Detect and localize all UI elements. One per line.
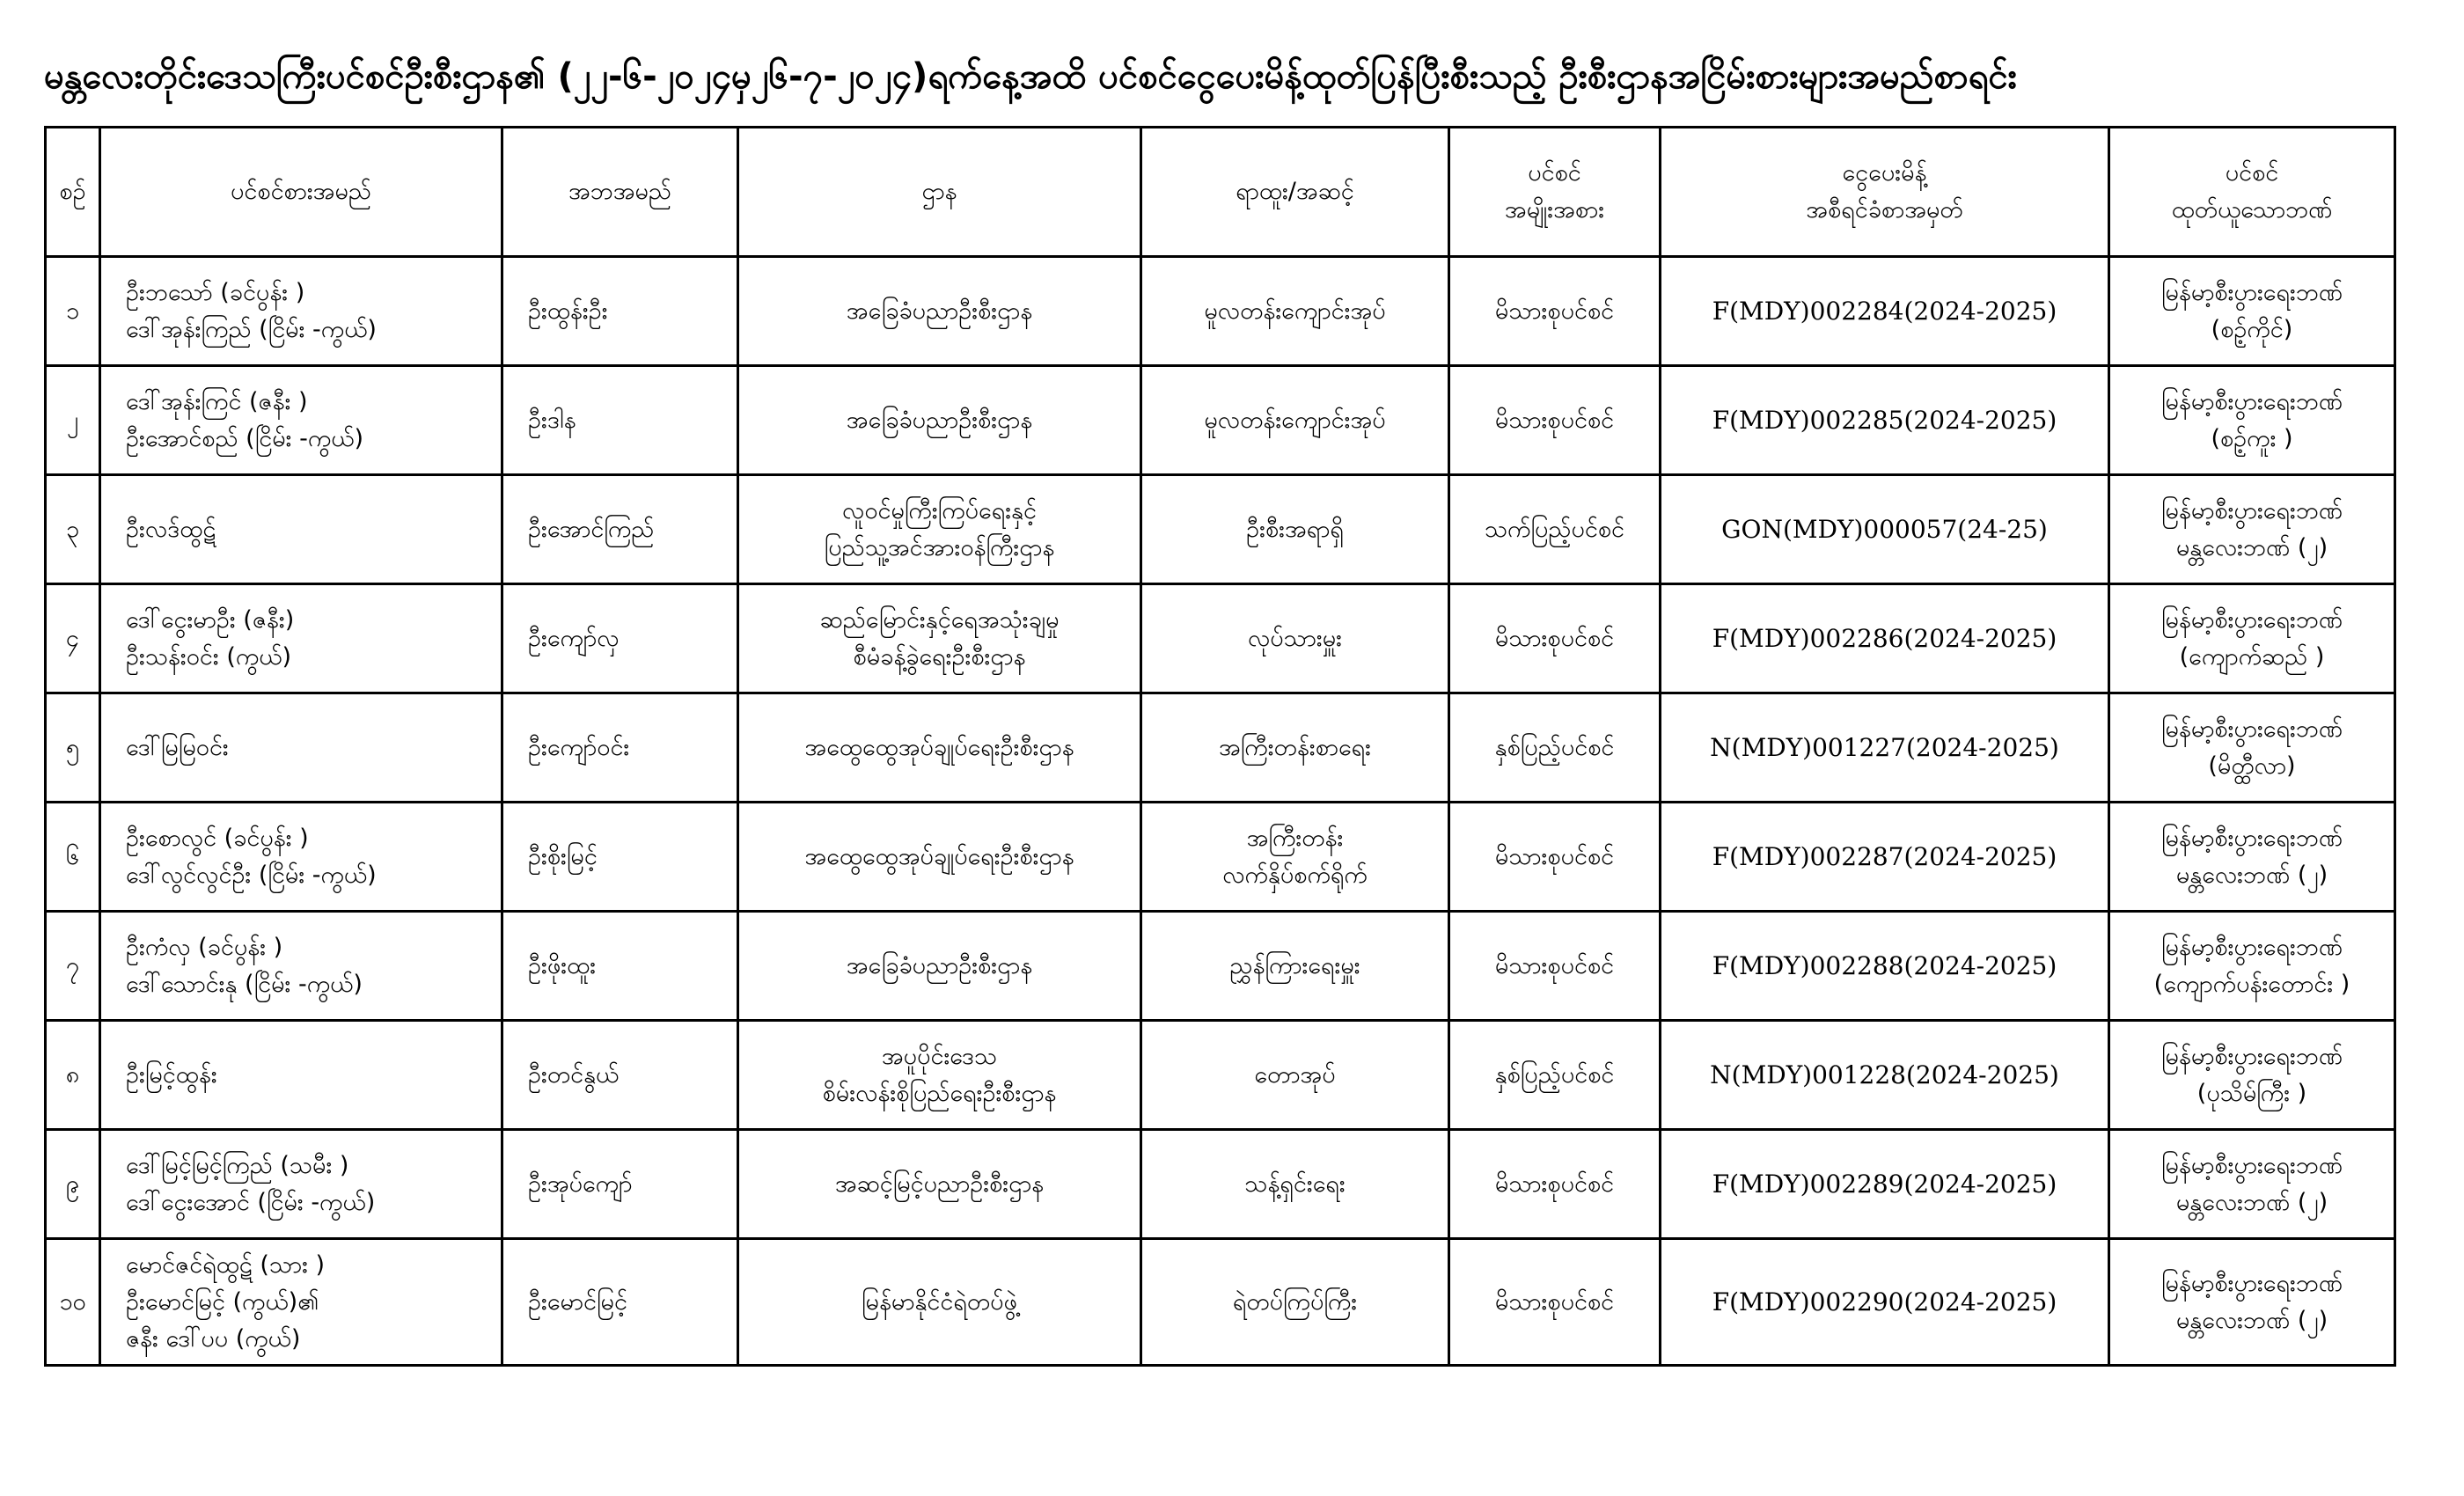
header-father: အဘအမည် [502,128,738,257]
pensioner-name [100,1021,502,1130]
pensioner-name [100,803,502,912]
row-number [46,803,100,912]
pension-type-text: နှစ်ပြည့်ပင်စင် [1494,733,1615,761]
department-line-1: အထွေထွေအုပ်ချုပ်ရေးဦးစီးဌာန [804,733,1074,761]
father-name [502,1021,738,1130]
row-number [46,475,100,584]
header-pensioner: ပင်စင်စားအမည် [100,128,502,257]
payment-order-number [1661,257,2109,366]
bank-line-1: မြန်မာ့စီးပွားရေးဘဏ် [2160,715,2343,743]
pension-type-text: မိသားစုပင်စင် [1494,951,1615,979]
bank [2109,584,2395,693]
bank [2109,1130,2395,1239]
bank-line-2: (မိတ္ထီလာ) [2208,752,2296,780]
row-number-text: ၁ [65,297,80,325]
father-name-text: ဦးမောင်မြင့် [528,1287,627,1316]
pension-type-text: မိသားစုပင်စင် [1494,297,1615,325]
payment-order-number [1661,693,2109,803]
rank-line-1: အကြီးတန်းစာရေး [1218,733,1372,761]
pensioner-name-line-1: ဦးဘသော် (ခင်ပွန်း ) [126,278,305,306]
father-name [502,693,738,803]
payment-order-text: F(MDY)002287(2024-2025) [1712,841,2057,871]
pensioner-name-line-1: ဦးလဒ်ထွဋ် [126,515,216,543]
department-line-1: အခြေခံပညာဦးစီးဌာန [846,951,1033,979]
rank-line-1: ညွှန်ကြားရေးမှူး [1229,951,1360,979]
pensioner-name-line-1: မောင်ဇင်ရဲထွဋ် (သား ) [126,1250,326,1279]
father-name [502,257,738,366]
payment-order-number [1661,1239,2109,1366]
department-line-1: လူဝင်မှုကြီးကြပ်ရေးနှင့် [842,496,1037,524]
rank-line-1: မူလတန်းကျောင်းအုပ် [1204,406,1386,434]
payment-order-text: F(MDY)002288(2024-2025) [1712,950,2057,980]
bank-line-2: မန္တလေးဘဏ် (၂) [2175,533,2328,561]
payment-order-text: F(MDY)002285(2024-2025) [1712,405,2057,435]
payment-order-number [1661,584,2109,693]
pensioner-name [100,475,502,584]
pensioner-name-line-1: ဦးကံလှ (ခင်ပွန်း ) [126,933,283,961]
header-department: ဌာန [738,128,1141,257]
department [738,1239,1141,1366]
pensioner-name-line-1: ဦးစောလွင် (ခင်ပွန်း ) [126,824,309,852]
table-header-row [46,128,2395,257]
pension-type [1449,584,1661,693]
pensioner-name [100,257,502,366]
pensioner-name-line-2: ဦးအောင်စည် (ငြိမ်း -ကွယ်) [126,424,363,452]
bank-line-1: မြန်မာ့စီးပွားရေးဘဏ် [2160,496,2343,524]
bank-line-2: မန္တလေးဘဏ် (၂) [2175,1188,2328,1216]
pension-type [1449,912,1661,1021]
payment-order-number [1661,475,2109,584]
bank-line-1: မြန်မာ့စီးပွားရေးဘဏ် [2160,1269,2343,1297]
pensioner-name-line-1: ဒေါ်အုန်းကြင် (ဇနီး ) [126,387,308,415]
pensioner-name [100,693,502,803]
row-number [46,912,100,1021]
row-number-text: ၉ [65,1170,80,1198]
payment-order-number [1661,912,2109,1021]
table-row [46,366,2395,475]
pension-type-text: နှစ်ပြည့်ပင်စင် [1494,1060,1615,1089]
bank [2109,257,2395,366]
department-line-1: အဆင့်မြင့်ပညာဦးစီးဌာန [834,1170,1045,1198]
pension-type [1449,1130,1661,1239]
rank-line-1: ဦးစီးအရာရှိ [1246,515,1344,543]
bank [2109,475,2395,584]
rank-line-2: လက်နှိပ်စက်ရိုက် [1222,861,1368,889]
pension-type [1449,1239,1661,1366]
rank-line-1: မူလတန်းကျောင်းအုပ် [1204,297,1386,325]
pension-type [1449,693,1661,803]
pension-type [1449,803,1661,912]
bank-line-2: (စဉ့်ကူး ) [2211,424,2293,452]
header-payment-order-line-2: အစီရင်ခံစာအမှတ် [1806,196,1963,224]
rank-line-1: ရဲတပ်ကြပ်ကြီး [1232,1287,1358,1316]
pensioner-name-line-2: ဦးသန်းဝင်း (ကွယ်) [126,642,292,671]
department [738,912,1141,1021]
bank [2109,912,2395,1021]
pensioner-name-line-1: ဒေါ်မြမြဝင်း [126,733,229,761]
pensioner-name-line-1: ဒေါ်ငွေးမာဦး (ဇနီး) [126,605,295,634]
row-number [46,257,100,366]
department [738,803,1141,912]
rank [1141,257,1449,366]
pension-type-text: သက်ပြည့်ပင်စင် [1484,515,1625,543]
pensioner-name [100,366,502,475]
pension-type-text: မိသားစုပင်စင် [1494,624,1615,652]
father-name-text: ဦးအောင်ကြည် [528,515,655,543]
header-bank-line-2: ထုတ်ယူသောဘဏ် [2171,196,2333,224]
rank [1141,912,1449,1021]
payment-order-text: F(MDY)002284(2024-2025) [1712,296,2057,326]
bank-line-1: မြန်မာ့စီးပွားရေးဘဏ် [2160,278,2343,306]
pension-type [1449,257,1661,366]
header-pension-type-line-1: ပင်စင် [1528,159,1581,187]
father-name [502,912,738,1021]
row-number [46,366,100,475]
table-row [46,475,2395,584]
bank-line-1: မြန်မာ့စီးပွားရေးဘဏ် [2160,605,2343,634]
bank-line-2: မန္တလေးဘဏ် (၂) [2175,1306,2328,1334]
table-row [46,693,2395,803]
payment-order-number [1661,1021,2109,1130]
bank [2109,803,2395,912]
pension-table [44,126,2396,1367]
table-row [46,1021,2395,1130]
pensioner-name-line-1: ဒေါ်မြင့်မြင့်ကြည် (သမီး ) [126,1151,349,1179]
header-rank: ရာထူး/အဆင့် [1141,128,1449,257]
table-row [46,257,2395,366]
payment-order-number [1661,803,2109,912]
father-name [502,366,738,475]
pensioner-name [100,912,502,1021]
payment-order-text: F(MDY)002290(2024-2025) [1712,1287,2057,1316]
rank-line-1: တောအုပ် [1254,1060,1336,1089]
row-number-text: ၇ [65,951,80,979]
pensioner-name-line-1: ဦးမြင့်ထွန်း [126,1060,217,1089]
header-payment-order [1661,128,2109,257]
row-number-text: ၁၀ [59,1287,86,1316]
pensioner-name-line-2: ဦးမောင်မြင့် (ကွယ်)၏ [126,1287,319,1316]
payment-order-text: N(MDY)001227(2024-2025) [1710,732,2059,762]
header-no: စဉ် [46,128,100,257]
pension-type-text: မိသားစုပင်စင် [1494,406,1615,434]
father-name-text: ဦးကျော်ဝင်း [528,733,630,761]
bank-line-2: (စဉ့်ကိုင်) [2211,315,2293,343]
rank [1141,475,1449,584]
row-number [46,1130,100,1239]
pension-type [1449,475,1661,584]
father-name [502,1130,738,1239]
pension-type-text: မိသားစုပင်စင် [1494,1170,1615,1198]
father-name-text: ဦးထွန်းဦး [528,297,608,325]
pension-type [1449,1021,1661,1130]
table-row [46,912,2395,1021]
bank-line-2: မန္တလေးဘဏ် (၂) [2175,861,2328,889]
department-line-1: အခြေခံပညာဦးစီးဌာန [846,406,1033,434]
pensioner-name-line-2: ဒေါ်သောင်းနု (ငြိမ်း -ကွယ်) [126,970,363,998]
bank [2109,1021,2395,1130]
table-body [46,257,2395,1366]
bank-line-2: (ကျောက်ဆည် ) [2179,642,2325,671]
department-line-1: အခြေခံပညာဦးစီးဌာန [846,297,1033,325]
bank-line-1: မြန်မာ့စီးပွားရေးဘဏ် [2160,824,2343,852]
pensioner-name-line-2: ဒေါ်အုန်းကြည် (ငြိမ်း -ကွယ်) [126,315,377,343]
page-title: မန္တလေးတိုင်းဒေသကြီးပင်စင်ဦးစီးဌာန၏ (၂၂-၆-၂၀၂၄မှ၂၆-၇-၂၀၂၄)ရက်နေ့အထိ ပင်စင်ငွေပေးမိန့်ထုတ်ပြန်ပြီးစီးသည့် ဦးစီးဌာနအငြိမ်းစားများအမည်စာရင်း [44,56,2017,97]
table-row [46,584,2395,693]
header-pension-type-line-2: အမျိုးအစား [1504,196,1605,224]
row-number [46,693,100,803]
department [738,257,1141,366]
header-payment-order-line-1: ငွေပေးမိန့် [1842,159,1927,187]
pensioner-name-line-2: ဒေါ်ငွေးအောင် (ငြိမ်း -ကွယ်) [126,1188,376,1216]
pensioner-name [100,584,502,693]
department [738,475,1141,584]
father-name-text: ဦးစိုးမြင့် [528,842,598,870]
rank [1141,1130,1449,1239]
department-line-1: မြန်မာနိုင်ငံရဲတပ်ဖွဲ့ [862,1287,1017,1316]
department-line-2: စိမ်းလန်းစိုပြည်ရေးဦးစီးဌာန [822,1079,1057,1107]
payment-order-number [1661,1130,2109,1239]
row-number [46,584,100,693]
table-row [46,1130,2395,1239]
father-name [502,475,738,584]
bank-line-1: မြန်မာ့စီးပွားရေးဘဏ် [2160,1151,2343,1179]
pensioner-name [100,1239,502,1366]
bank [2109,366,2395,475]
pensioner-name [100,1130,502,1239]
father-name [502,1239,738,1366]
father-name-text: ဦးတင်နွယ် [528,1060,620,1089]
payment-order-text: F(MDY)002286(2024-2025) [1712,623,2057,653]
department [738,1130,1141,1239]
department [738,1021,1141,1130]
department-line-1: အထွေထွေအုပ်ချုပ်ရေးဦးစီးဌာန [804,842,1074,870]
header-pension-type [1449,128,1661,257]
rank [1141,693,1449,803]
payment-order-text: F(MDY)002289(2024-2025) [1712,1169,2057,1199]
pension-type-text: မိသားစုပင်စင် [1494,1287,1615,1316]
rank [1141,1021,1449,1130]
rank-line-1: အကြီးတန်း [1246,824,1344,852]
department-line-2: ပြည်သူ့အင်အားဝန်ကြီးဌာန [824,533,1055,561]
payment-order-text: GON(MDY)000057(24-25) [1721,514,2048,544]
father-name-text: ဦးဖိုးထူး [528,951,597,979]
bank-line-1: မြန်မာ့စီးပွားရေးဘဏ် [2160,387,2343,415]
rank [1141,584,1449,693]
row-number-text: ၃ [65,515,80,543]
payment-order-text: N(MDY)001228(2024-2025) [1710,1060,2059,1089]
row-number-text: ၄ [65,624,80,652]
pension-type-text: မိသားစုပင်စင် [1494,842,1615,870]
department [738,366,1141,475]
row-number [46,1239,100,1366]
department-line-1: ဆည်မြောင်းနှင့်ရေအသုံးချမှု [819,605,1060,634]
row-number-text: ၂ [66,406,79,434]
row-number-text: ၆ [65,842,80,870]
header-bank [2109,128,2395,257]
bank [2109,1239,2395,1366]
father-name [502,584,738,693]
bank [2109,693,2395,803]
rank-line-1: သန့်ရှင်းရေး [1244,1170,1346,1198]
table-row [46,803,2395,912]
father-name [502,803,738,912]
row-number-text: ၈ [65,1060,80,1089]
payment-order-number [1661,366,2109,475]
department-line-1: အပူပိုင်းဒေသ [881,1042,998,1070]
bank-line-1: မြန်မာ့စီးပွားရေးဘဏ် [2160,933,2343,961]
rank [1141,803,1449,912]
pensioner-name-line-2: ဒေါ်လွင်လွင်ဦး (ငြိမ်း -ကွယ်) [126,861,377,889]
pensioner-name-line-3: ဇနီး ဒေါ်ပပ (ကွယ်) [126,1324,301,1353]
header-bank-line-1: ပင်စင် [2225,159,2279,187]
rank [1141,366,1449,475]
bank-line-2: (ကျောက်ပန်းတောင်း ) [2153,970,2350,998]
father-name-text: ဦးအုပ်ကျော် [528,1170,633,1198]
department-line-2: စီမံခန့်ခွဲရေးဦးစီးဌာန [853,642,1026,671]
department [738,693,1141,803]
department [738,584,1141,693]
row-number [46,1021,100,1130]
father-name-text: ဦးကျော်လှ [528,624,620,652]
bank-line-2: (ပုသိမ်ကြီး ) [2196,1079,2307,1107]
bank-line-1: မြန်မာ့စီးပွားရေးဘဏ် [2160,1042,2343,1070]
pension-type [1449,366,1661,475]
row-number-text: ၅ [65,733,80,761]
rank [1141,1239,1449,1366]
table-row [46,1239,2395,1366]
rank-line-1: လုပ်သားမှူး [1247,624,1343,652]
father-name-text: ဦးဒါန [528,406,576,434]
